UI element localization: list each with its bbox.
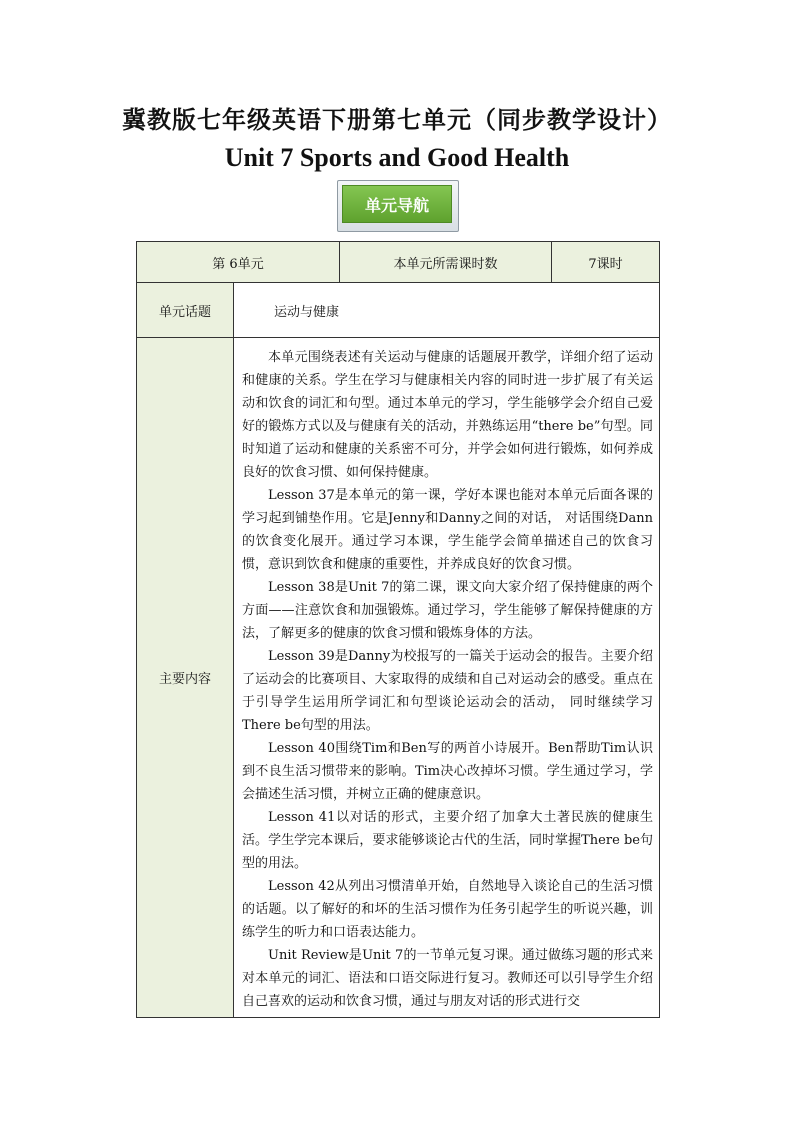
main-content-cell <box>234 338 660 1018</box>
document-title-english: Unit 7 Sports and Good Health <box>224 143 570 172</box>
unit-navigation-badge <box>337 180 459 232</box>
content-paragraph: Lesson 41以对话的形式，主要介绍了加拿大土著民族的健康生活。学生学完本课后，要求能够谈论古代的生活，同时掌握There be句型的用法。 <box>242 810 654 871</box>
content-paragraph: Lesson 42从列出习惯清单开始，自然地导入谈论自己的生活习惯的话题。以了解好的和坏的生活习惯作为任务引起学生的听说兴趣，训练学生的听力和口语表达能力。 <box>242 879 654 940</box>
unit-navigation-label: 单元导航 <box>342 185 452 223</box>
content-paragraph: Lesson 37是本单元的第一课，学好本课也能对本单元后面各课的学习起到铺垫作用。它是Jenny和Danny之间的对话， 对话围绕Dann的饮食变化展开。通过学习本课，学生能学会简单描述自己的饮食习惯，意识到饮食和健康的重要性，并养成良好的饮食习惯。 <box>242 488 654 572</box>
document-title-chinese: 冀教版七年级英语下册第七单元（同步教学设计） <box>122 106 672 134</box>
content-paragraph: Lesson 39是Danny为校报写的一篇关于运动会的报告。主要介绍了运动会的比赛项目、大家取得的成绩和自己对运动会的感受。重点在于引导学生运用所学词汇和句型谈论运动会的活动， 同时继续学习There be句型的用法。 <box>242 649 654 733</box>
content-paragraph: Lesson 40围绕Tim和Ben写的两首小诗展开。Ben帮助Tim认识到不良生活习惯带来的影响。Tim决心改掉坏习惯。学生通过学习，学会描述生活习惯，并树立正确的健康意识。 <box>242 741 654 802</box>
main-content-row <box>137 338 660 1018</box>
content-paragraph: Unit Review是Unit 7的一节单元复习课。通过做练习题的形式来对本单元的词汇、语法和口语交际进行复习。教师还可以引导学生介绍自己喜欢的运动和饮食习惯，通过与朋友对话的形式进行交 <box>242 948 654 1009</box>
topic-row <box>137 283 660 338</box>
table-header-row <box>137 242 660 283</box>
content-paragraph: Lesson 38是Unit 7的第二课，课文向大家介绍了保持健康的两个方面——注意饮食和加强锻炼。通过学习，学生能够了解保持健康的方法，了解更多的健康的饮食习惯和锻炼身体的方法。 <box>242 580 654 641</box>
hours-value-cell: 7课时 <box>552 242 660 283</box>
topic-value-cell: 运动与健康 <box>234 283 660 338</box>
main-content-label-cell: 主要内容 <box>137 338 234 1018</box>
unit-number-cell: 第 6单元 <box>137 242 340 283</box>
topic-label-cell: 单元话题 <box>137 283 234 338</box>
hours-label-cell: 本单元所需课时数 <box>340 242 552 283</box>
unit-overview-table <box>136 241 660 1018</box>
content-paragraph: 本单元围绕表述有关运动与健康的话题展开教学，详细介绍了运动和健康的关系。学生在学习与健康相关内容的同时进一步扩展了有关运动和饮食的词汇和句型。通过本单元的学习，学生能够学会介绍自己爱好的锻炼方式以及与健康有关的活动，并熟练运用“there be”句型。同时知道了运动和健康的关系密不可分，并学会如何进行锻炼，如何养成良好的饮食习惯、如何保持健康。 <box>242 350 654 480</box>
